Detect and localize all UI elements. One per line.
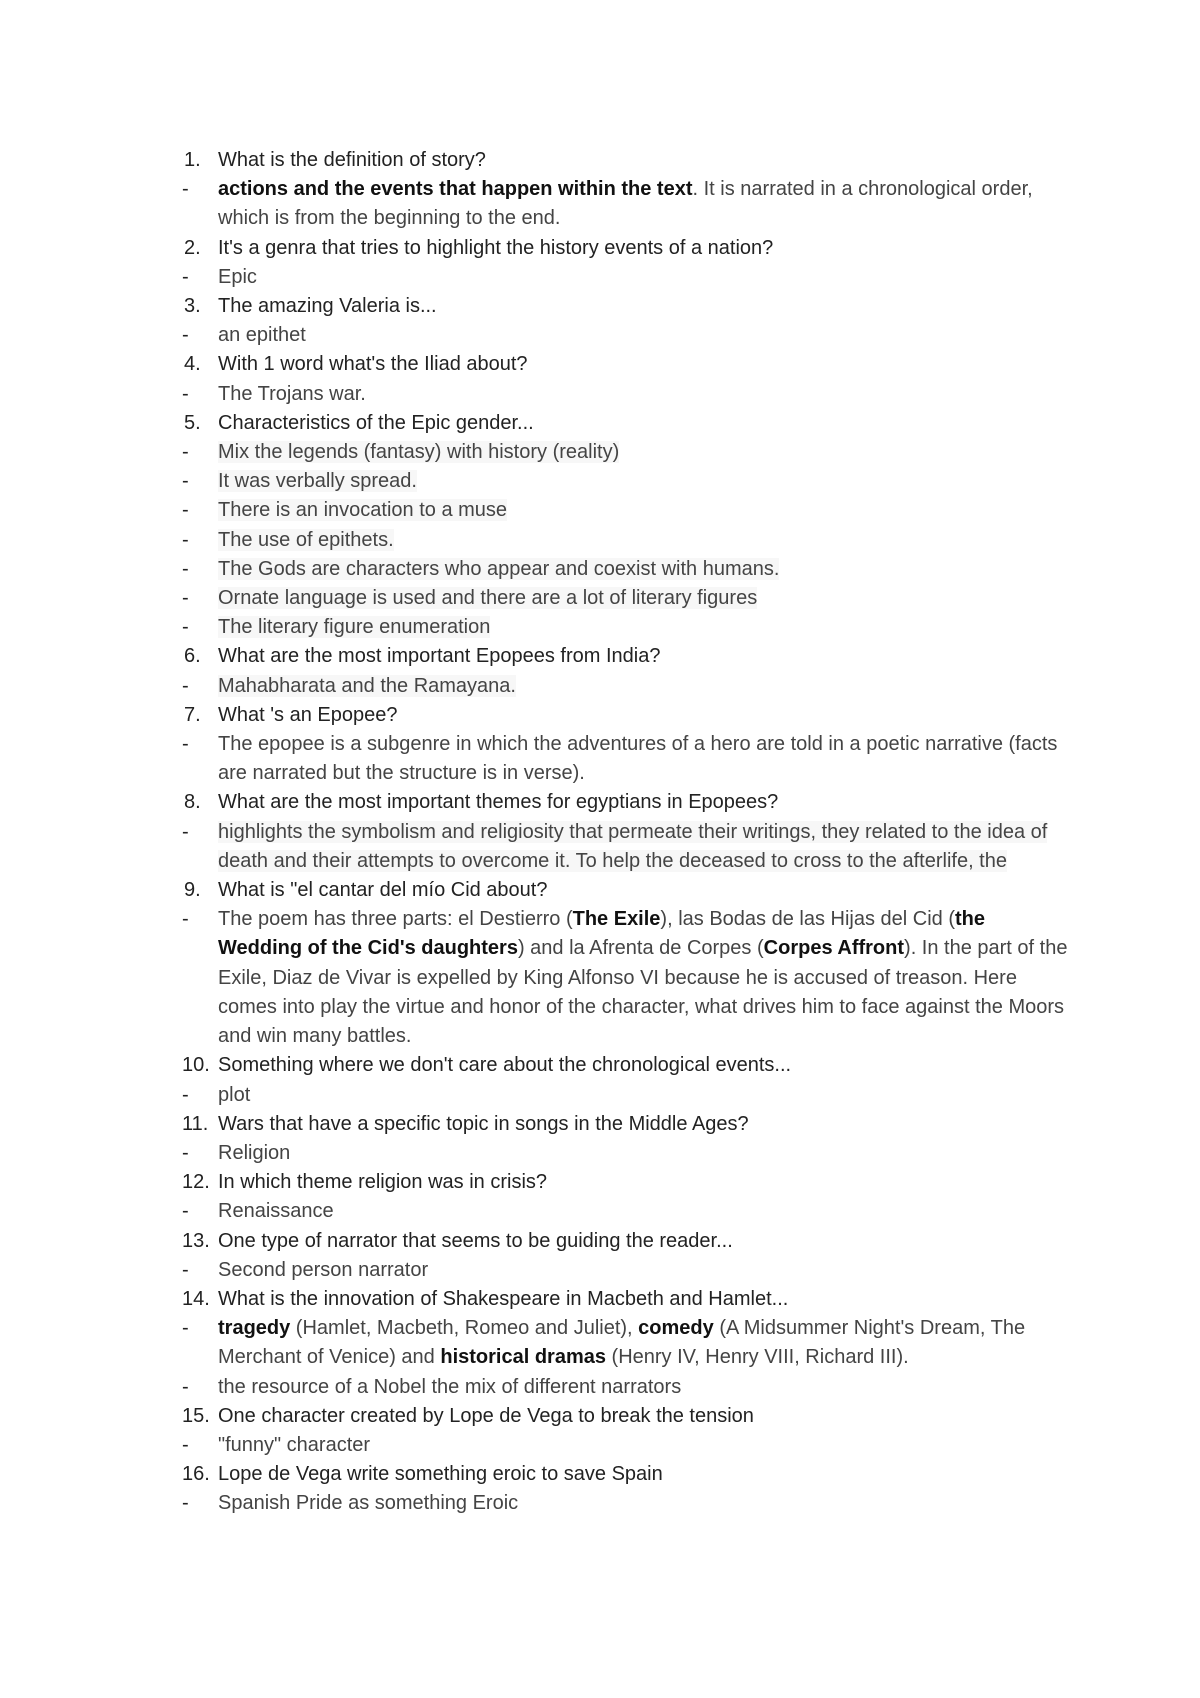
question-text: Wars that have a specific topic in songs in the Middle Ages? bbox=[218, 1112, 749, 1135]
question-line bbox=[182, 1110, 1070, 1139]
answer-line bbox=[182, 555, 1070, 584]
answer-text bbox=[218, 587, 757, 609]
answer-fragment: The epopee is a subgenre in which the adventures of a hero are told in a poetic narrative (facts are narrated but the structure is in verse). bbox=[218, 733, 1058, 785]
answer-bullet: - bbox=[182, 499, 189, 522]
answer-text bbox=[218, 1084, 250, 1106]
answer-fragment: It was verbally spread. bbox=[218, 470, 417, 493]
answer-fragment: (Henry IV, Henry VIII, Richard III). bbox=[605, 1346, 909, 1369]
question-text: What are the most important Epopees from India? bbox=[218, 645, 661, 668]
answer-bullet: - bbox=[182, 178, 189, 201]
answer-fragment: The Trojans war. bbox=[218, 382, 366, 405]
answer-text bbox=[218, 178, 1033, 229]
answer-text bbox=[218, 1200, 334, 1222]
question-line bbox=[182, 876, 1070, 905]
question-number: 16. bbox=[182, 1463, 210, 1486]
answer-bullet: - bbox=[182, 265, 189, 288]
answer-line bbox=[182, 321, 1070, 350]
answer-text bbox=[218, 1317, 1025, 1368]
answer-line bbox=[182, 1197, 1070, 1226]
answer-line bbox=[182, 467, 1070, 496]
question-text: What is the innovation of Shakespeare in Macbeth and Hamlet... bbox=[218, 1287, 789, 1310]
question-number: 11. bbox=[182, 1112, 209, 1135]
answer-text bbox=[218, 821, 1047, 872]
question-number: 13. bbox=[182, 1229, 210, 1252]
answer-fragment: Religion bbox=[218, 1141, 291, 1164]
answer-bullet: - bbox=[182, 674, 189, 697]
answer-line bbox=[182, 263, 1070, 292]
question-number: 9. bbox=[184, 879, 201, 902]
answer-line bbox=[182, 438, 1070, 467]
answer-text bbox=[218, 908, 1067, 1047]
question-text: What is the definition of story? bbox=[218, 149, 486, 171]
answer-fragment: "funny" character bbox=[218, 1433, 371, 1456]
answer-line bbox=[182, 1256, 1070, 1285]
answer-fragment: Mix the legends (fantasy) with history (reality) bbox=[218, 441, 620, 464]
question-line bbox=[182, 292, 1070, 321]
question-line bbox=[182, 1051, 1070, 1080]
answer-bullet: - bbox=[182, 1083, 189, 1106]
question-text: What are the most important themes for egyptians in Epopees? bbox=[218, 791, 779, 814]
answer-text bbox=[218, 383, 366, 405]
answer-line bbox=[182, 496, 1070, 525]
question-text: In which theme religion was in crisis? bbox=[218, 1171, 548, 1194]
question-line bbox=[182, 642, 1070, 671]
question-line bbox=[182, 701, 1070, 730]
answer-line bbox=[182, 1139, 1070, 1168]
answer-fragment: an epithet bbox=[218, 324, 306, 347]
answer-bold-term: actions and the events that happen within the text bbox=[218, 178, 693, 201]
answer-fragment: ). In the part of the Exile, Diaz de Vivar is expelled by King Alfonso VI because he is accused of treason. Here comes into play the virtue and honor of the character, what drives him to face against the Moors and win many battles. bbox=[218, 937, 1068, 1048]
question-number: 2. bbox=[184, 236, 201, 259]
question-line bbox=[182, 1285, 1070, 1314]
question-text: Lope de Vega write something eroic to save Spain bbox=[218, 1463, 663, 1486]
answer-fragment: . It is narrated in a chronological order, which is from the beginning to the end. bbox=[218, 178, 1033, 230]
answer-text bbox=[218, 1376, 681, 1398]
answer-fragment: plot bbox=[218, 1083, 251, 1106]
question-text: With 1 word what's the Iliad about? bbox=[218, 353, 528, 376]
question-number: 3. bbox=[184, 295, 201, 318]
question-line bbox=[182, 1402, 1070, 1431]
answer-fragment: The literary figure enumeration bbox=[218, 616, 491, 639]
answer-bullet: - bbox=[182, 1258, 189, 1281]
answer-text bbox=[218, 324, 306, 346]
answer-fragment: ), las Bodas de las Hijas del Cid ( bbox=[660, 908, 955, 931]
answer-fragment: The Gods are characters who appear and coexist with humans. bbox=[218, 557, 780, 580]
answer-text bbox=[218, 675, 516, 697]
answer-bold-term: comedy bbox=[638, 1317, 714, 1340]
answer-bullet: - bbox=[182, 1200, 189, 1223]
answer-text bbox=[218, 1434, 370, 1456]
answer-line bbox=[182, 1081, 1070, 1110]
answer-bullet: - bbox=[182, 1375, 189, 1398]
answer-bullet: - bbox=[182, 1317, 189, 1340]
answer-line bbox=[182, 730, 1070, 788]
answer-bullet: - bbox=[182, 382, 189, 405]
answer-bold-term: Corpes Affront bbox=[763, 937, 905, 960]
answer-fragment: (Hamlet, Macbeth, Romeo and Juliet), bbox=[290, 1317, 639, 1340]
answer-text bbox=[218, 558, 779, 580]
answer-fragment: highlights the symbolism and religiosity that permeate their writings, they related to the idea of death and their attempts to overcome it. To help the deceased to cross to the afterlife, the bbox=[218, 820, 1048, 872]
answer-text bbox=[218, 1492, 518, 1514]
answer-bullet: - bbox=[182, 733, 189, 756]
question-number: 7. bbox=[184, 703, 201, 726]
answer-fragment: ) and la Afrenta de Corpes ( bbox=[517, 937, 764, 960]
question-number: 8. bbox=[184, 791, 201, 814]
answer-bullet: - bbox=[182, 441, 189, 464]
question-text: Something where we don't care about the chronological events... bbox=[218, 1054, 792, 1077]
answer-bullet: - bbox=[182, 1141, 189, 1164]
answer-text bbox=[218, 733, 1057, 784]
answer-line bbox=[182, 526, 1070, 555]
answer-line bbox=[182, 1373, 1070, 1402]
answer-line bbox=[182, 1314, 1070, 1372]
answer-line bbox=[182, 672, 1070, 701]
answer-bullet: - bbox=[182, 1492, 189, 1515]
question-number: 10. bbox=[182, 1054, 210, 1077]
answer-bullet: - bbox=[182, 820, 189, 843]
answer-fragment: the resource of a Nobel the mix of different narrators bbox=[218, 1375, 682, 1398]
answer-fragment: Renaissance bbox=[218, 1200, 334, 1223]
answer-line bbox=[182, 175, 1070, 233]
answer-bullet: - bbox=[182, 324, 189, 347]
answer-text bbox=[218, 499, 507, 521]
answer-fragment: Epic bbox=[218, 265, 257, 288]
answer-bold-term: tragedy bbox=[218, 1317, 291, 1340]
question-line bbox=[182, 788, 1070, 817]
answer-fragment: The use of epithets. bbox=[218, 528, 394, 551]
question-line bbox=[182, 409, 1070, 438]
answer-text bbox=[218, 470, 417, 492]
answer-text bbox=[218, 441, 619, 463]
question-line bbox=[182, 146, 1070, 175]
question-line bbox=[182, 1460, 1070, 1489]
answer-text bbox=[218, 1142, 290, 1164]
answer-bullet: - bbox=[182, 908, 189, 931]
question-line bbox=[182, 350, 1070, 379]
answer-text bbox=[218, 616, 490, 638]
question-number: 15. bbox=[182, 1404, 210, 1427]
answer-line bbox=[182, 905, 1070, 1051]
answer-text bbox=[218, 266, 257, 288]
answer-text bbox=[218, 529, 394, 551]
answer-bullet: - bbox=[182, 557, 189, 580]
question-text: What 's an Epopee? bbox=[218, 703, 398, 726]
answer-line bbox=[182, 818, 1070, 876]
answer-bullet: - bbox=[182, 470, 189, 493]
answer-fragment: The poem has three parts: el Destierro ( bbox=[218, 908, 573, 931]
question-number: 1. bbox=[184, 149, 201, 171]
question-number: 4. bbox=[184, 353, 201, 376]
answer-fragment: Mahabharata and the Ramayana. bbox=[218, 674, 516, 697]
question-text: One type of narrator that seems to be guiding the reader... bbox=[218, 1229, 733, 1252]
answer-line bbox=[182, 584, 1070, 613]
answer-line bbox=[182, 380, 1070, 409]
answer-fragment: There is an invocation to a muse bbox=[218, 499, 508, 522]
question-number: 14. bbox=[182, 1287, 210, 1310]
answer-bullet: - bbox=[182, 528, 189, 551]
answer-fragment: Spanish Pride as something Eroic bbox=[218, 1492, 519, 1515]
answer-line bbox=[182, 613, 1070, 642]
question-number: 12. bbox=[182, 1171, 210, 1194]
answer-fragment: (A Midsummer Night's Dream, The Merchant of Venice) and bbox=[218, 1317, 1026, 1369]
question-text: One character created by Lope de Vega to break the tension bbox=[218, 1404, 754, 1427]
answer-fragment: Ornate language is used and there are a lot of literary figures bbox=[218, 587, 758, 610]
question-text: The amazing Valeria is... bbox=[218, 295, 437, 318]
answer-bullet: - bbox=[182, 587, 189, 610]
question-text: What is "el cantar del mío Cid about? bbox=[218, 879, 548, 902]
question-text: Characteristics of the Epic gender... bbox=[218, 411, 534, 434]
question-line bbox=[182, 234, 1070, 263]
answer-bold-term: The Exile bbox=[572, 908, 661, 931]
question-line bbox=[182, 1168, 1070, 1197]
answer-line bbox=[182, 1431, 1070, 1460]
answer-bold-term: the Wedding of the Cid's daughters bbox=[218, 908, 985, 960]
answer-bold-term: historical dramas bbox=[440, 1346, 606, 1369]
answer-fragment: Second person narrator bbox=[218, 1258, 429, 1281]
answer-line bbox=[182, 1489, 1070, 1518]
question-number: 6. bbox=[184, 645, 201, 668]
question-text: It's a genra that tries to highlight the history events of a nation? bbox=[218, 236, 774, 259]
answer-bullet: - bbox=[182, 1433, 189, 1456]
answer-bullet: - bbox=[182, 616, 189, 639]
question-line bbox=[182, 1227, 1070, 1256]
answer-text bbox=[218, 1259, 428, 1281]
question-number: 5. bbox=[184, 411, 201, 434]
